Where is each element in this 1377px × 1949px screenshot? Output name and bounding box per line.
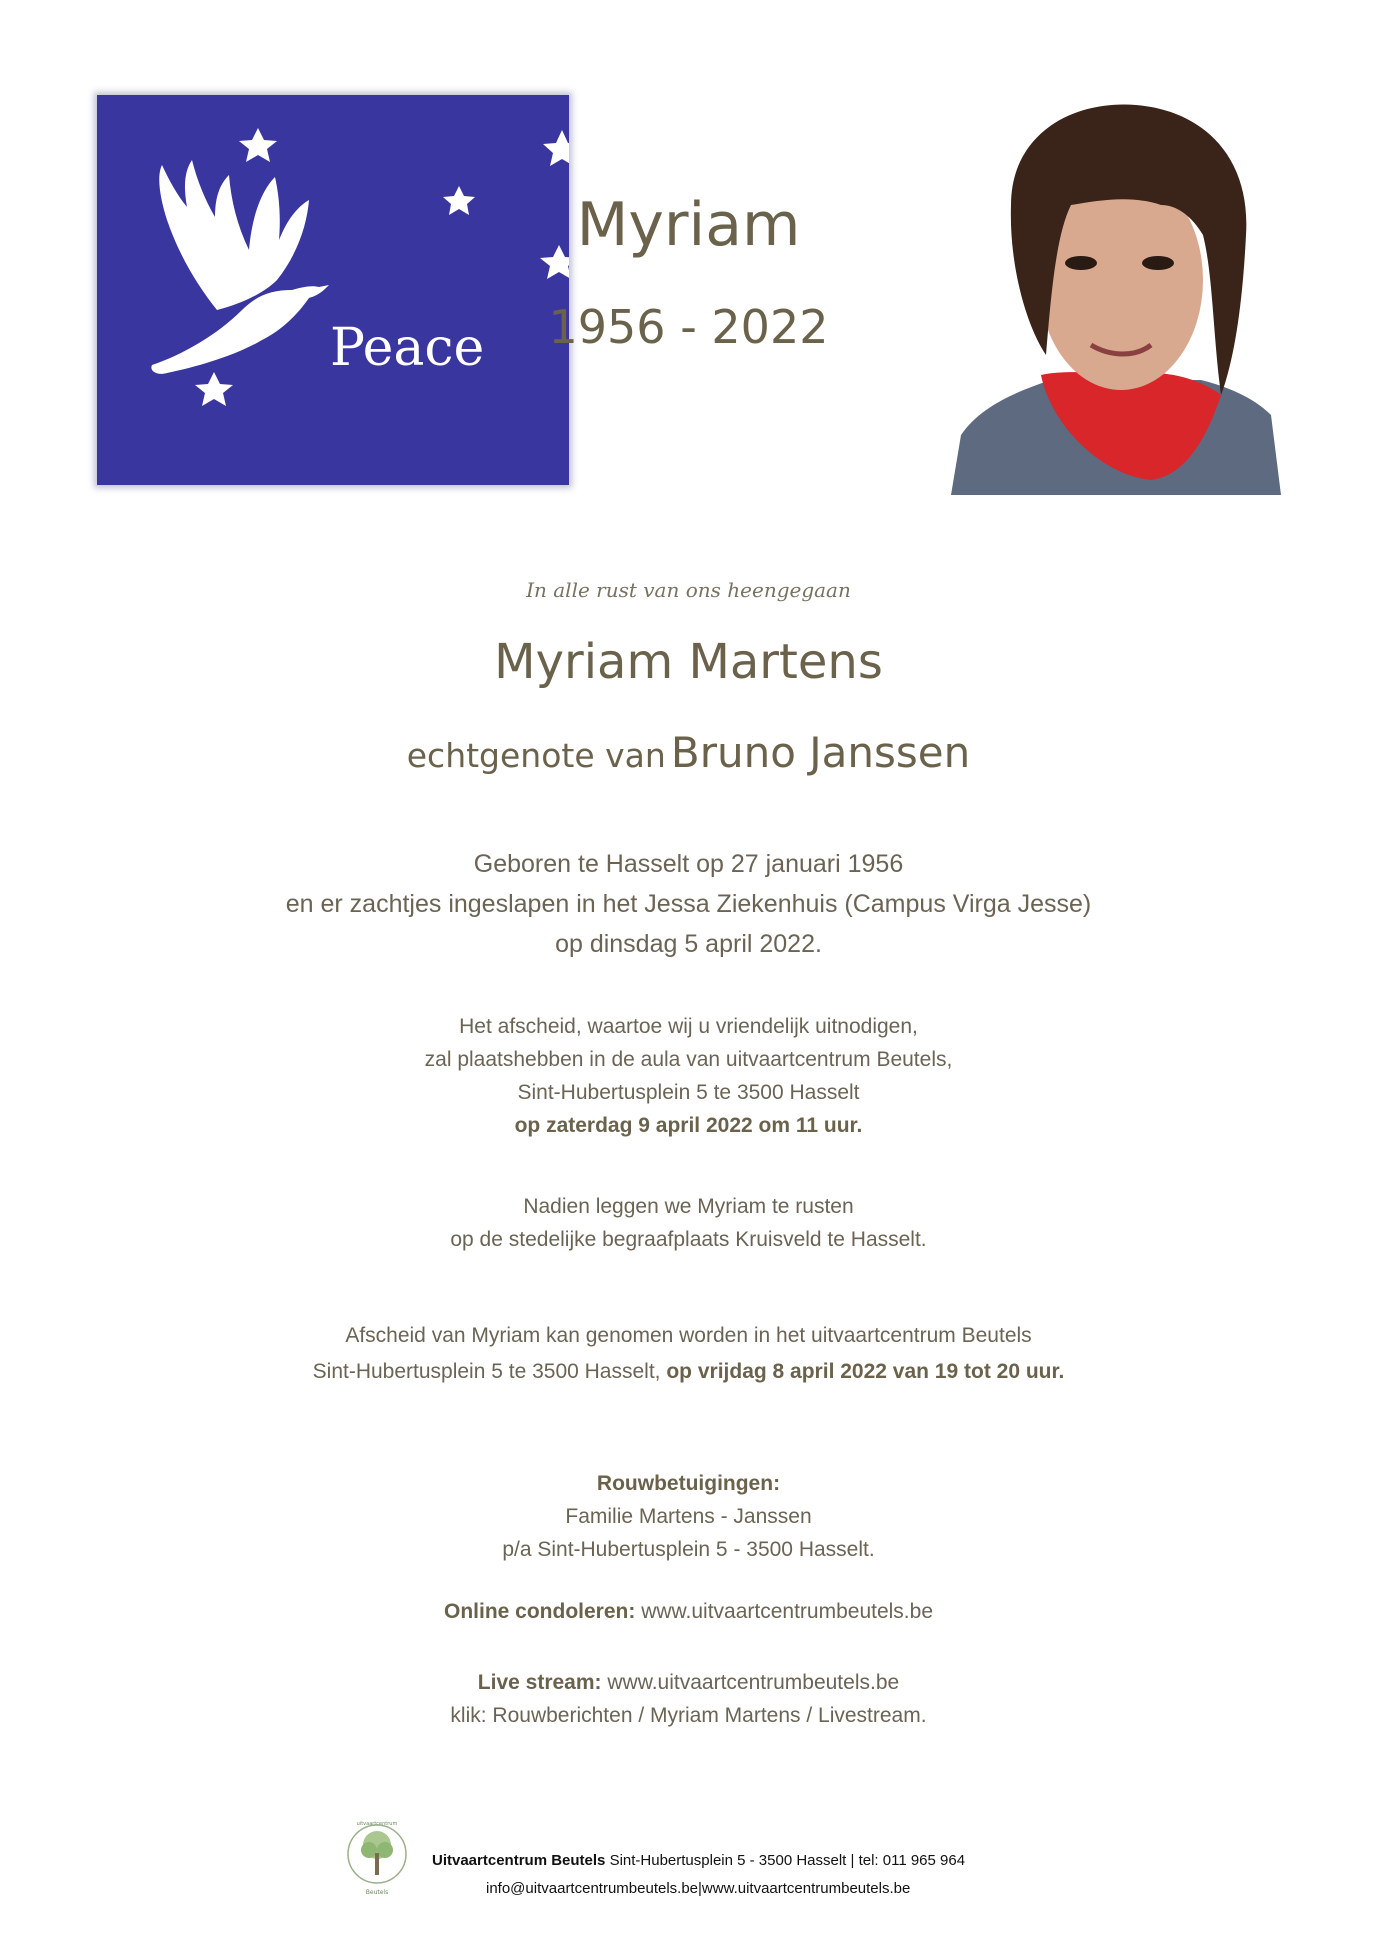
ceremony-line: Het afscheid, waartoe wij u vriendelijk uitnodigen,	[459, 1015, 918, 1038]
viewing-line: Afscheid van Myriam kan genomen worden in het uitvaartcentrum Beutels	[345, 1324, 1032, 1347]
viewing-line	[0, 1354, 1377, 1390]
intro-text: In alle rust van ons heengegaan	[526, 578, 851, 602]
portrait-photo	[951, 95, 1281, 495]
viewing-paragraph	[0, 1318, 1377, 1390]
burial-line: Nadien leggen we Myriam te rusten	[523, 1195, 854, 1218]
company-logo	[345, 1818, 409, 1896]
svg-text:uitvaartcentrum: uitvaartcentrum	[356, 1821, 398, 1827]
burial-line: op de stedelijke begraafplaats Kruisveld te Hasselt.	[450, 1228, 927, 1251]
viewing-time: op vrijdag 8 april 2022 van 19 tot 20 uur.	[666, 1360, 1065, 1383]
live-stream-paragraph	[0, 1666, 1377, 1732]
condolences-line: Familie Martens - Janssen	[565, 1505, 812, 1528]
birth-line: op dinsdag 5 april 2022.	[555, 930, 822, 958]
online-label: Online condoleren:	[443, 1600, 636, 1623]
stream-path: klik: Rouwberichten / Myriam Martens / Livestream.	[450, 1704, 927, 1727]
footer-address: Sint-Hubertusplein 5 - 3500 Hasselt | tel: 011 965 964	[609, 1852, 966, 1869]
burial-paragraph	[0, 1190, 1377, 1256]
online-condolences	[0, 1600, 1377, 1624]
spouse-line	[0, 728, 1377, 777]
ceremony-line: Sint-Hubertusplein 5 te 3500 Hasselt	[517, 1081, 860, 1104]
condolences-label: Rouwbetuigingen:	[596, 1472, 781, 1495]
condolences-line: p/a Sint-Hubertusplein 5 - 3500 Hasselt.	[502, 1538, 875, 1561]
birth-line: en er zachtjes ingeslapen in het Jessa Ziekenhuis (Campus Virga Jesse)	[285, 890, 1092, 918]
ceremony-line: zal plaatshebben in de aula van uitvaartcentrum Beutels,	[424, 1048, 953, 1071]
ceremony-paragraph	[0, 1010, 1377, 1142]
svg-text:Beutels: Beutels	[365, 1889, 389, 1896]
deceased-first-name: Myriam	[576, 190, 801, 260]
viewing-address: Sint-Hubertusplein 5 te 3500 Hasselt,	[312, 1360, 661, 1383]
footer-company: Uitvaartcentrum Beutels	[432, 1852, 606, 1869]
spouse-name: Bruno Janssen	[670, 728, 971, 777]
peace-card-image	[97, 95, 569, 485]
online-url[interactable]: www.uitvaartcentrumbeutels.be	[641, 1600, 933, 1623]
birth-paragraph	[0, 844, 1377, 964]
footer-address-line	[432, 1852, 965, 1869]
stream-url[interactable]: www.uitvaartcentrumbeutels.be	[607, 1671, 900, 1694]
footer-contact[interactable]: info@uitvaartcentrumbeutels.be|www.uitvaartcentrumbeutels.be	[486, 1880, 911, 1897]
ceremony-time: op zaterdag 9 april 2022 om 11 uur.	[514, 1114, 863, 1137]
deceased-full-name: Myriam Martens	[494, 634, 883, 690]
peace-text: Peace	[330, 318, 485, 378]
spouse-prefix: echtgenote van	[406, 736, 666, 775]
birth-line: Geboren te Hasselt op 27 januari 1956	[473, 850, 904, 878]
condolences-paragraph	[0, 1467, 1377, 1566]
life-years: 1956 - 2022	[548, 300, 829, 354]
stream-label: Live stream:	[477, 1671, 602, 1694]
